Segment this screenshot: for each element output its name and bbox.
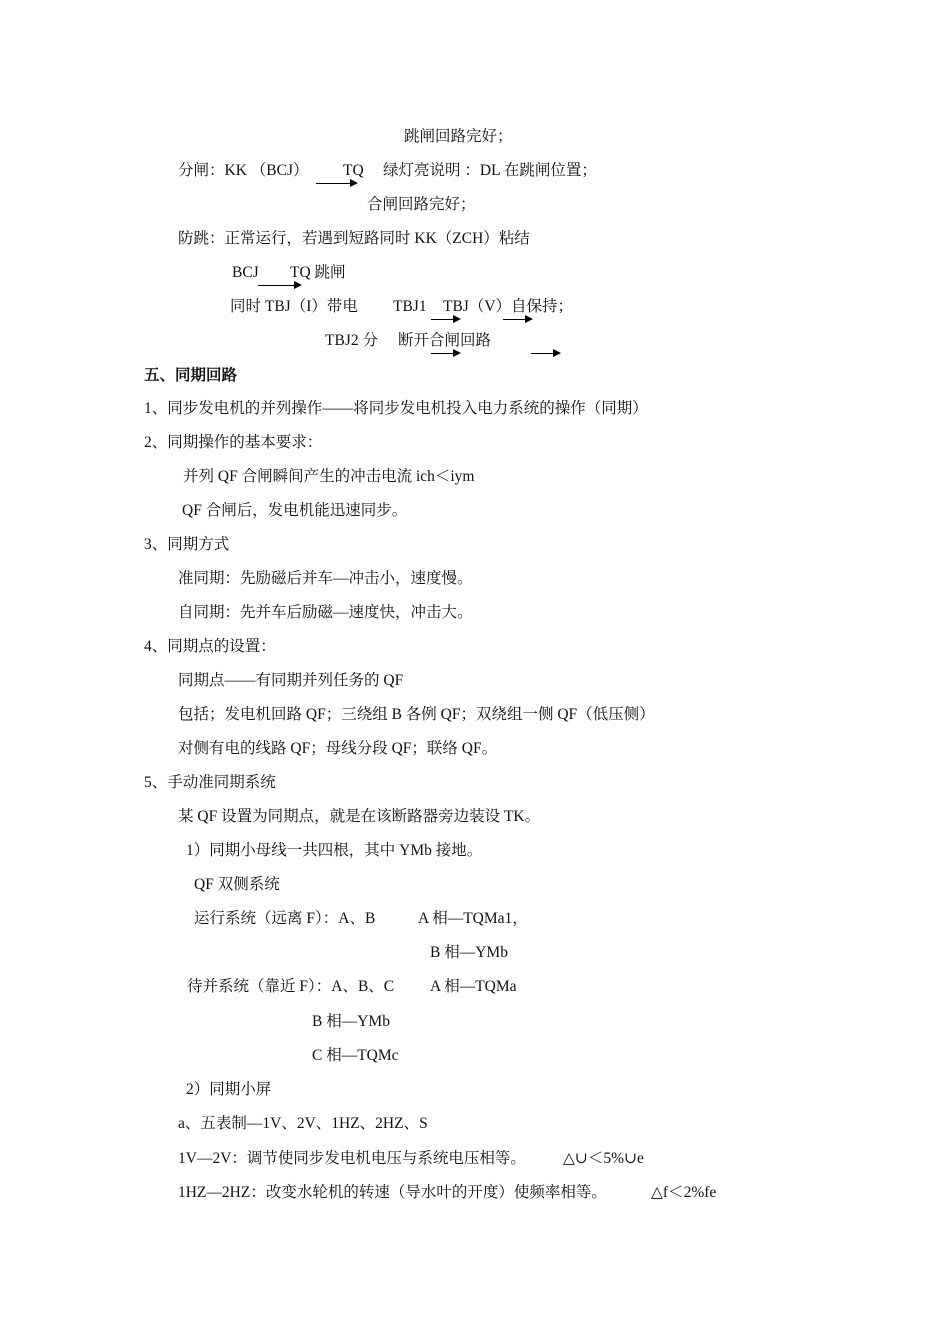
text-line: 准同期：先励磁后并车—冲击小，速度慢。 [178, 570, 473, 587]
text-line: 2、同期操作的基本要求： [144, 434, 323, 451]
text-line: 包括；发电机回路 QF；三绕组 B 各例 QF；双绕组一侧 QF（低压侧） [178, 706, 655, 723]
text-line: 同时 TBJ（I）带电 [230, 298, 358, 315]
arrow-icon [431, 353, 459, 354]
text-line: 合闸回路完好； [367, 196, 476, 213]
text-line: 防跳：正常运行，若遇到短路同时 KK（ZCH）粘结 [178, 230, 530, 247]
text-line: 某 QF 设置为同期点，就是在该断路器旁边装设 TK。 [178, 808, 541, 825]
text-line: BCJ [232, 264, 259, 281]
text-line: 对侧有电的线路 QF；母线分段 QF；联络 QF。 [178, 740, 498, 757]
arrow-icon [316, 183, 356, 184]
text-line: TQ [343, 162, 364, 179]
text-line: A 相—TQMa1， [418, 910, 528, 927]
text-line: 1HZ—2HZ：改变水轮机的转速（导水叶的开度）使频率相等。 [178, 1184, 607, 1201]
text-line: 5、手动准同期系统 [144, 774, 276, 791]
arrow-icon [258, 285, 300, 286]
text-line: 4、同期点的设置： [144, 638, 276, 655]
text-line: QF 合闸后，发电机能迅速同步。 [182, 502, 408, 519]
arrow-icon [531, 353, 559, 354]
text-line: △∪＜5%∪e [563, 1150, 644, 1167]
text-line: TBJ（V）自保持； [443, 298, 574, 315]
text-line: a、五表制—1V、2V、1HZ、2HZ、S [178, 1115, 428, 1132]
text-line: A 相—TQMa [430, 978, 517, 995]
text-line: 1V—2V：调节使同步发电机电压与系统电压相等。 [178, 1150, 526, 1167]
text-line: 自同期：先并车后励磁—速度快，冲击大。 [178, 604, 473, 621]
text-line: B 相—YMb [430, 944, 508, 961]
text-line: 1）同期小母线一共四根，其中 YMb 接地。 [186, 842, 483, 859]
text-line: 2）同期小屏 [186, 1081, 272, 1098]
arrow-icon [503, 319, 531, 320]
text-line: 待并系统（靠近 F）：A、B、C [187, 978, 395, 995]
text-line: C 相—TQMc [312, 1047, 399, 1064]
text-line: △f＜2%fe [651, 1184, 717, 1201]
text-line: 3、同期方式 [144, 536, 230, 553]
text-line: QF 双侧系统 [194, 876, 280, 893]
text-line: 1、同步发电机的并列操作——将同步发电机投入电力系统的操作（同期） [144, 400, 648, 417]
text-line: 运行系统（远离 F）：A、B [194, 910, 376, 927]
text-line: 跳闸回路完好； [404, 128, 513, 145]
text-line: B 相—YMb [312, 1013, 390, 1030]
text-line: TBJ2 分 [325, 332, 378, 349]
text-line: TBJ1 [393, 298, 427, 315]
text-line: 绿灯亮说明 ：DL 在跳闸位置； [383, 162, 597, 179]
arrow-icon [431, 319, 459, 320]
text-line: 分闸：KK （BCJ） [178, 162, 309, 179]
text-line: 断开合闸回路 [398, 332, 492, 349]
text-line: TQ 跳闸 [290, 264, 346, 281]
text-line: 并列 QF 合闸瞬间产生的冲击电流 ich＜iym [183, 468, 475, 485]
section-heading: 五、同期回路 [144, 367, 238, 384]
text-line: 同期点——有同期并列任务的 QF [178, 672, 404, 689]
